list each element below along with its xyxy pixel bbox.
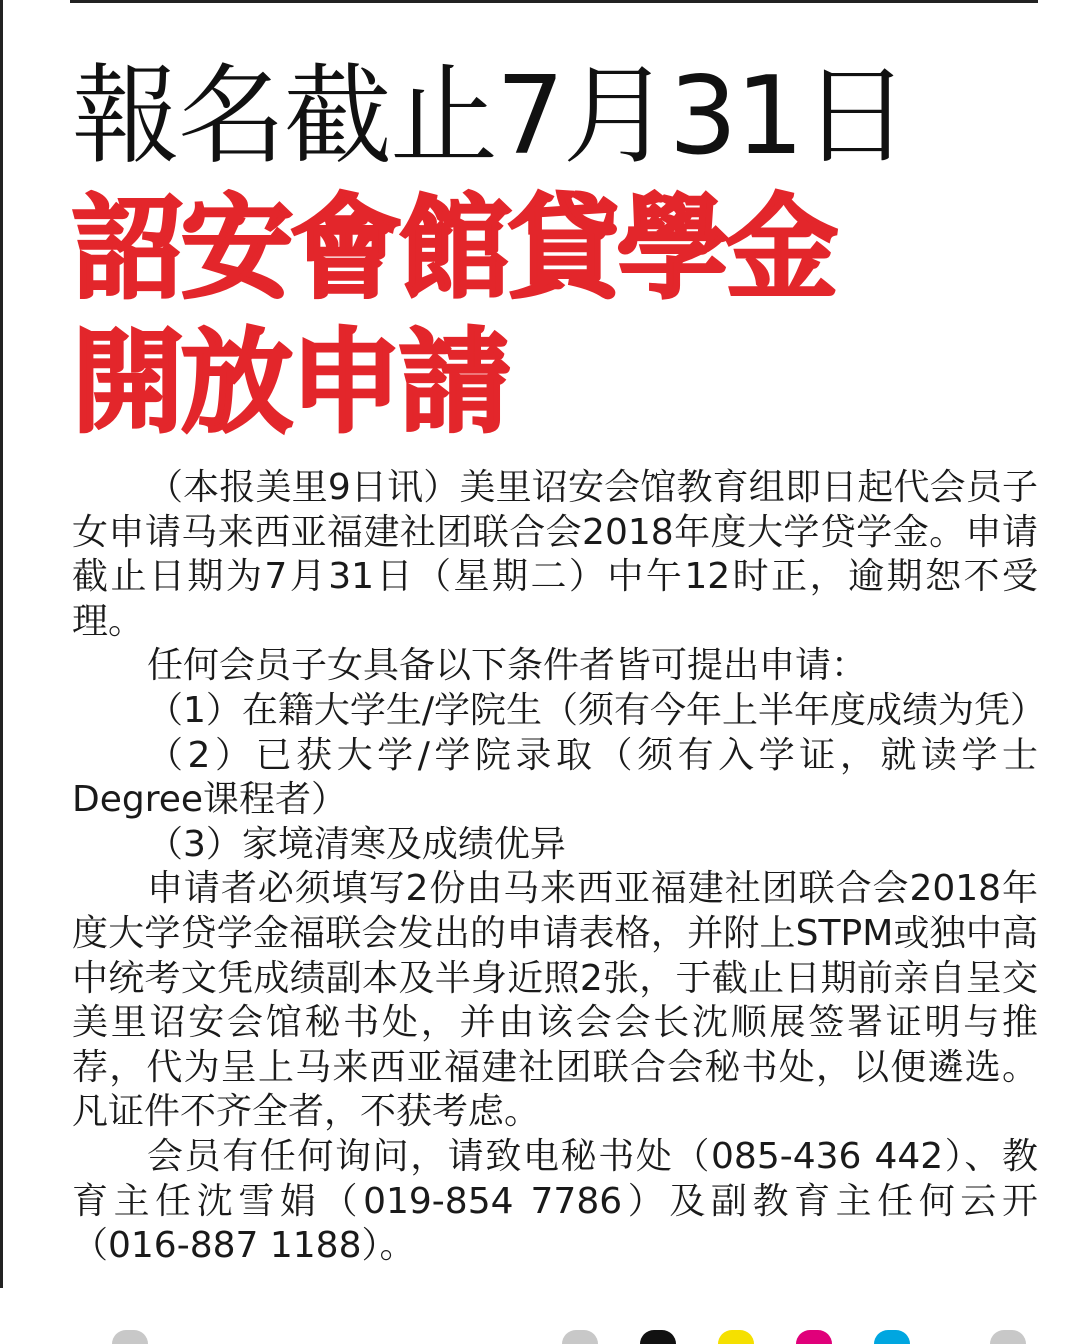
- registration-mark: [562, 1330, 598, 1344]
- condition-item-2: （2）已获大学/学院录取（须有入学证，就读学士Degree课程者）: [72, 734, 1038, 821]
- condition-item-1: （1）在籍大学生/学院生（须有今年上半年度成绩为凭）: [147, 689, 1047, 731]
- yellow-color-mark: [718, 1330, 754, 1344]
- headline: 報名截止7月31日: [72, 54, 909, 179]
- cyan-color-mark: [874, 1330, 910, 1344]
- article-paragraph-4: 会员有任何询问，请致电秘书处（085-436 442）、教育主任沈雪娟（019-854 7786）及副教育主任何云开（016-887 1188）。: [72, 1135, 1038, 1267]
- magenta-color-mark: [796, 1330, 832, 1344]
- red-title-line-2: 開放申請: [72, 318, 508, 448]
- black-color-mark: [640, 1330, 676, 1344]
- registration-mark: [990, 1330, 1026, 1344]
- article-paragraph-2: 任何会员子女具备以下条件者皆可提出申请：: [147, 645, 868, 687]
- red-title-line-1: 詔安會館貸學金: [72, 184, 835, 314]
- registration-mark: [112, 1330, 148, 1344]
- top-rule: [70, 0, 1038, 3]
- article-body: [72, 466, 1047, 1269]
- article-paragraph-3: 申请者必须填写2份由马来西亚福建社团联合会2018年度大学贷学金福联会发出的申请表格，并附上STPM或独中高中统考文凭成绩副本及半身近照2张，于截止日期前亲自呈交美里诏安会馆秘书处，并由该会会长沈顺展签署证明与推荐，代为呈上马来西亚福建社团联合会秘书处，以便遴选。凡证件不齐全者，不获考虑。: [72, 868, 1038, 1133]
- condition-item-3: （3）家境清寒及成绩优异: [147, 823, 566, 865]
- print-registration-marks: [0, 1326, 1080, 1340]
- article-paragraph-1: （本报美里9日讯）美里诏安会馆教育组即日起代会员子女申请马来西亚福建社团联合会2018年度大学贷学金。申请截止日期为7月31日（星期二）中午12时正，逾期恕不受理。: [72, 467, 1038, 642]
- left-column-rule: [0, 0, 3, 1288]
